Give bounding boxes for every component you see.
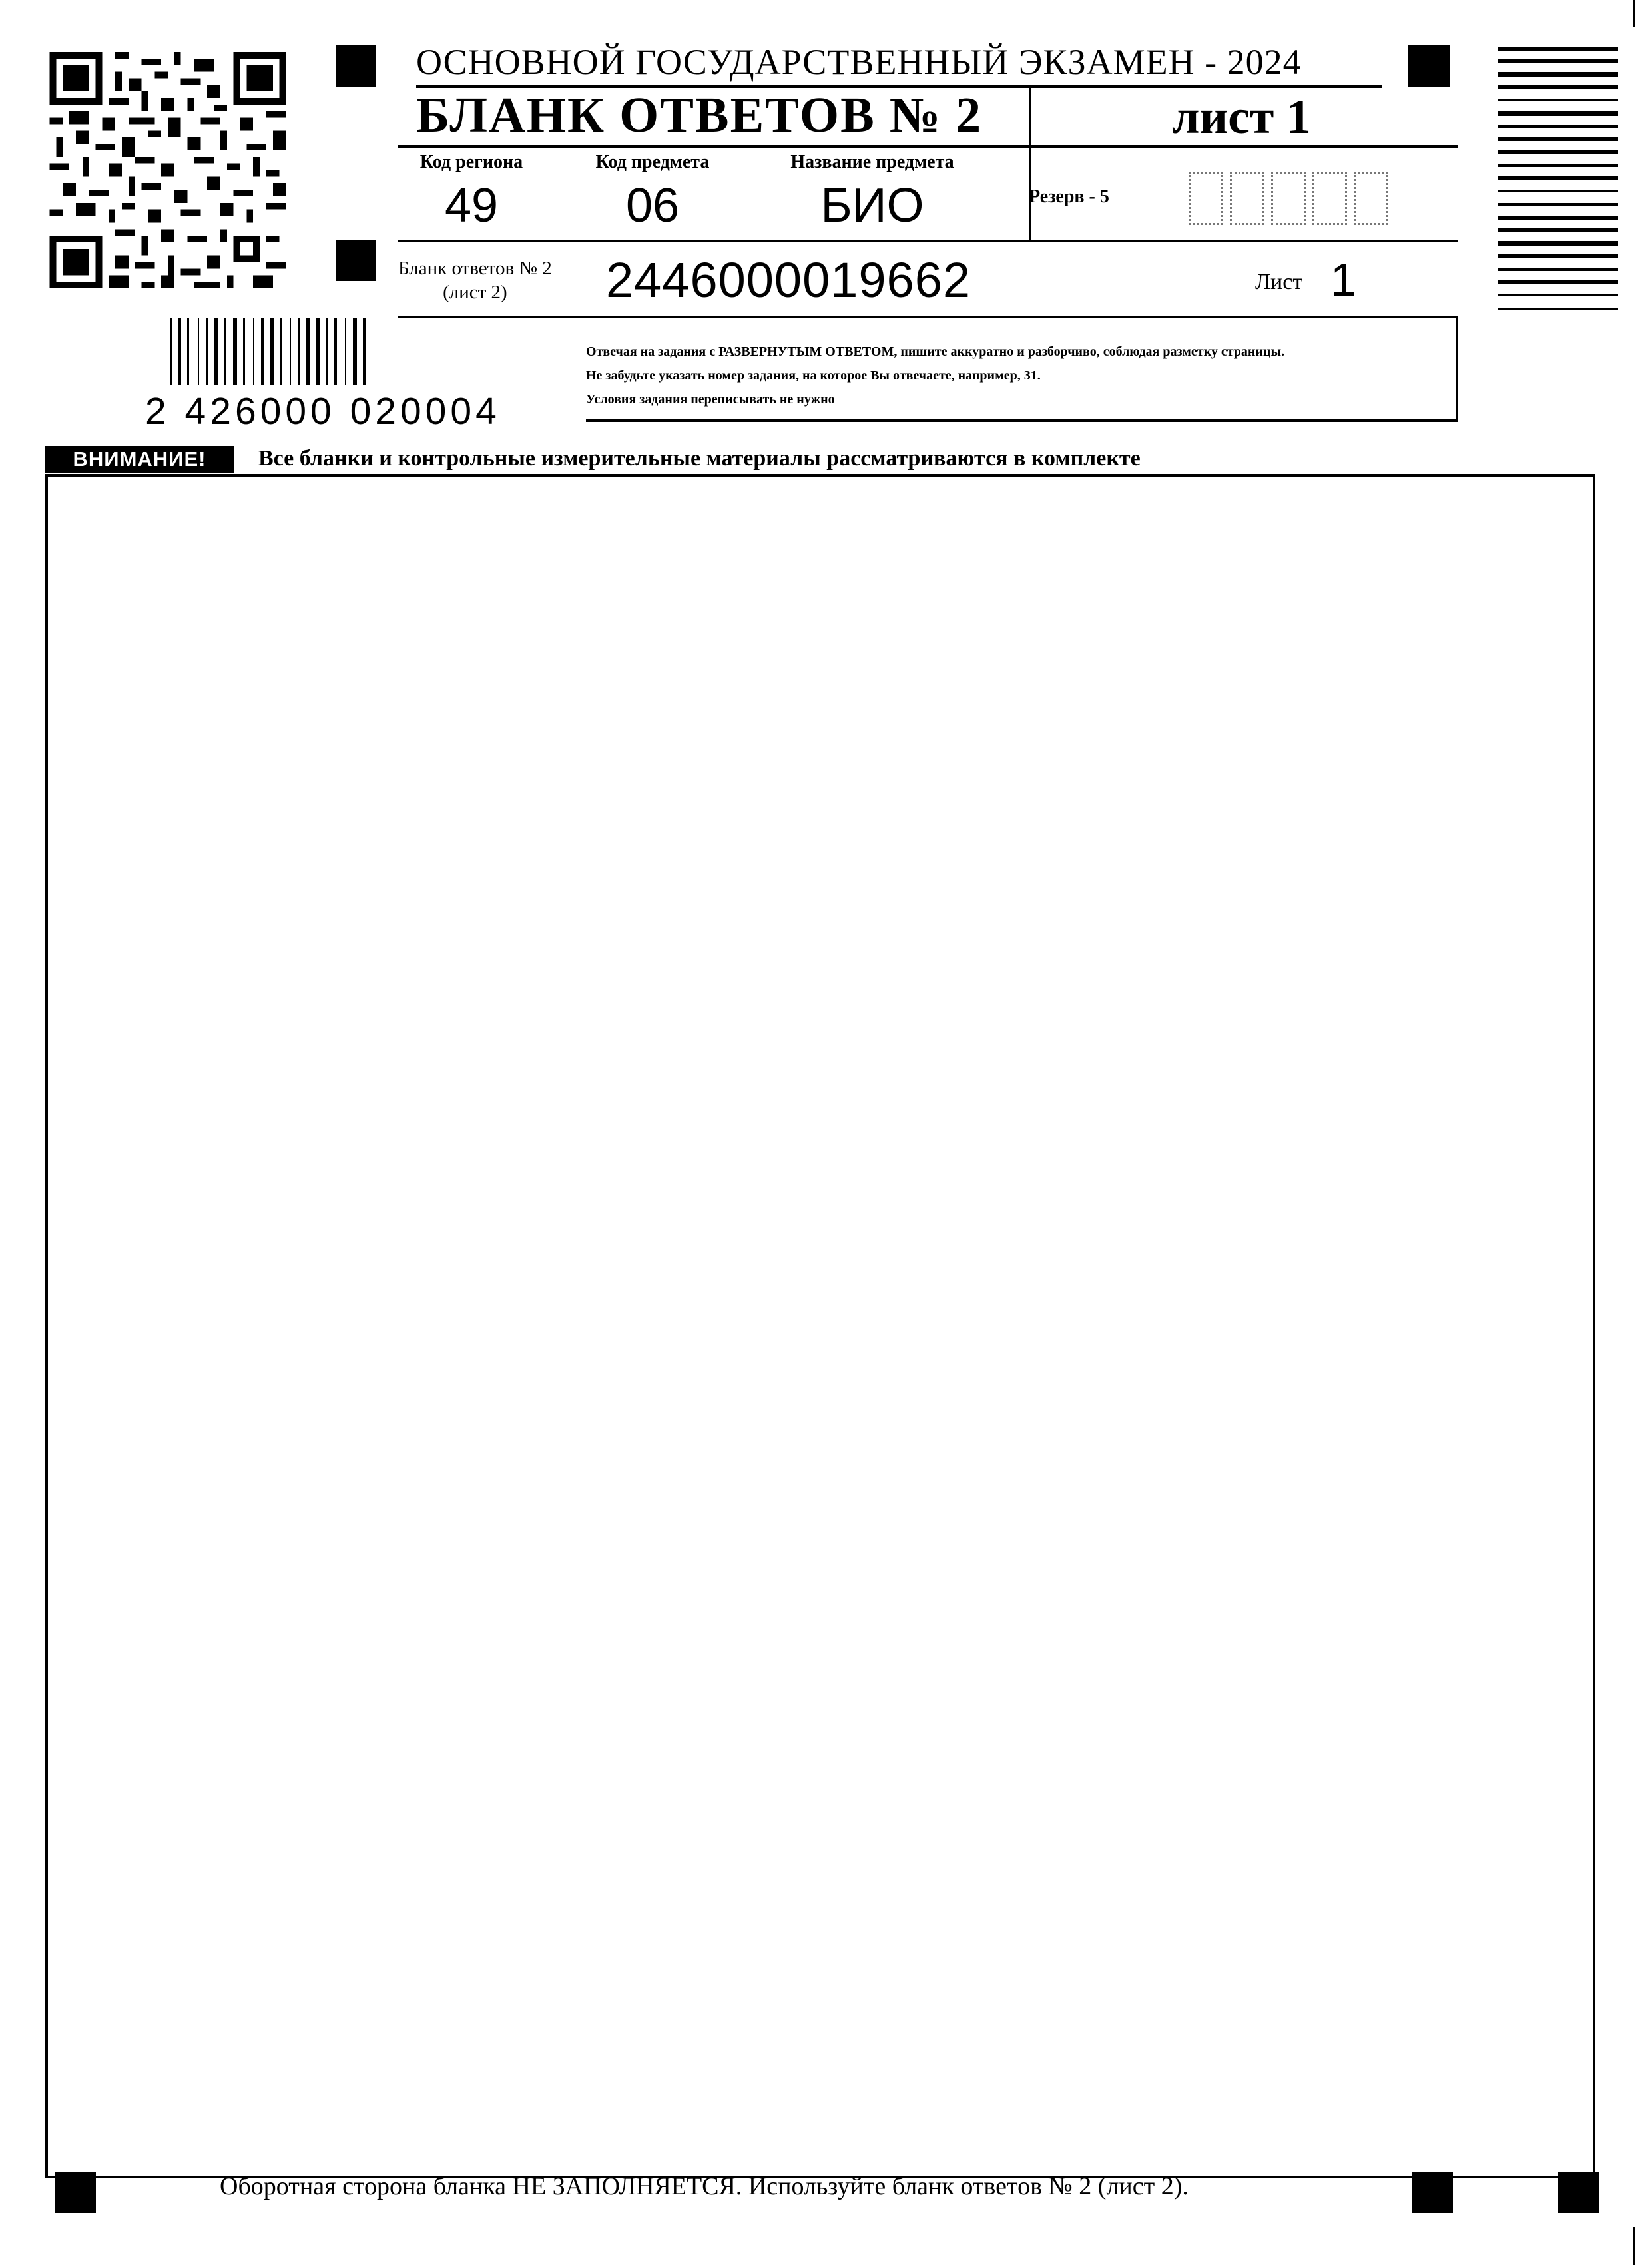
handwritten-line [88,746,1326,786]
handwritten-line [101,1176,1513,1216]
handwritten-line [88,1559,1386,1599]
timing-bar [1498,164,1618,167]
subject-code-value: 06 [625,179,680,232]
registration-marker [336,240,376,281]
barcode-digits: 2 426000 020004 [145,390,501,433]
handwritten-line [88,1635,481,1675]
attention-text: Все бланки и контрольные измерительные материалы рассматриваются в комплекте [258,446,1141,471]
timing-bar [1498,308,1618,310]
handwritten-line [88,1988,1500,2028]
barcode-bar [224,318,226,385]
timing-bar [1498,85,1618,89]
timing-barcode [1498,47,1618,426]
barcode-bar [233,318,237,385]
subject-name-label: Название предмета [790,152,954,172]
reserve-box [1230,172,1264,225]
barcode-bar [290,318,291,385]
reserve-box [1312,172,1347,225]
form-title: БЛАНК ОТВЕТОВ № 2 [416,87,983,143]
footer-text: Оборотная сторона бланка НЕ ЗАПОЛНЯЕТСЯ. Используйте бланк ответов № 2 (лист 2). [220,2172,1189,2200]
barcode-bar [326,318,328,385]
barcode-bar [353,318,357,385]
handwritten-line [88,517,1326,557]
timing-bar [1498,280,1618,284]
barcode-bar [334,318,337,385]
timing-bar [1498,203,1618,206]
timing-bar [1498,190,1618,192]
attention-badge: ВНИМАНИЕ! [45,446,234,473]
handwritten-line [88,593,1526,633]
barcode-bar [316,318,320,385]
exam-title: ОСНОВНОЙ ГОСУДАРСТВЕННЫЙ ЭКЗАМЕН - 2024 [416,42,1302,82]
region-value: 49 [444,179,499,232]
handwritten-line [108,1099,1466,1139]
handwritten-line [88,1329,1393,1369]
handwritten-line [108,1758,334,1798]
divider [1029,87,1031,240]
instructions [586,340,1284,411]
subject-code-label: Код предмета [595,152,710,172]
barcode-bar [298,318,300,385]
timing-bar [1498,228,1618,232]
timing-bar [1498,268,1618,271]
timing-bar [1498,99,1618,101]
barcode [170,318,523,385]
registration-marker [336,45,376,87]
reserve-box [1354,172,1388,225]
barcode-bar [363,318,366,385]
region-label: Код региона [419,152,523,172]
form-barcode-number: 2446000019662 [606,252,971,308]
handwritten-line [88,670,1460,710]
timing-bar [1498,47,1618,51]
handwritten-line [88,1835,1473,1875]
sheet-title: лист 1 [1172,90,1311,144]
registration-marker [1408,45,1450,87]
barcode-bar [270,318,274,385]
timing-bar [1498,125,1618,128]
divider [586,419,1458,422]
barcode-bar [253,318,254,385]
handwritten-line [88,896,1413,936]
barcode-bar [178,318,181,385]
timing-bar [1498,150,1618,154]
timing-bar [1498,254,1618,258]
divider [398,145,1458,148]
timing-bar [1498,72,1618,77]
barcode-bar [261,318,264,385]
barcode-bar [243,318,245,385]
barcode-bar [198,318,199,385]
barcode-bar [280,318,282,385]
reserve-boxes [1189,172,1388,225]
timing-bar [1498,294,1618,296]
handwritten-line [88,1482,1420,1522]
handwritten-line [88,1252,1460,1292]
barcode-bar [306,318,310,385]
sheet2-label-line2: (лист 2) [443,282,507,304]
list-label: Лист [1255,270,1303,294]
instruction-line: Отвечая на задания с РАЗВЕРНУТЫМ ОТВЕТОМ, пишите аккуратно и разборчиво, соблюдая разметку страницы. [586,344,1285,359]
barcode-bar [187,318,189,385]
handwritten-line [88,2128,434,2168]
divider [1456,316,1458,422]
instruction-line: Не забудьте указать номер задания, на которое Вы отвечаете, например, 31. [586,368,1041,383]
handwritten-line [88,2065,1460,2105]
sheet2-label-line1: Бланк ответов № 2 [398,258,552,279]
timing-bar [1498,176,1618,180]
timing-bar [1498,59,1618,63]
timing-bar [1498,241,1618,246]
handwritten-line [88,1911,1300,1951]
reserve-box [1271,172,1306,225]
edge-tick [1633,0,1635,27]
barcode-bar [170,318,172,385]
barcode-bar [206,318,208,385]
subject-name-value: БИО [820,179,924,232]
timing-bar [1498,111,1618,116]
list-value: 1 [1330,254,1356,306]
sheet2-label [398,256,552,305]
barcode-bar [214,318,218,385]
handwritten-line [88,823,1273,863]
barcode-bar [345,318,346,385]
answer-area[interactable] [45,474,1595,2178]
qr-code [48,52,288,288]
reserve-box [1189,172,1223,225]
timing-bar [1498,216,1618,220]
timing-bar [1498,137,1618,141]
handwritten-line [108,1019,328,1059]
instruction-line: Условия задания переписывать не нужно [586,392,835,407]
edge-tick [1633,2227,1635,2265]
reserve-label: Резерв - 5 [1029,186,1109,207]
handwritten-line [88,1405,1553,1445]
divider [398,316,1458,318]
divider [398,240,1458,242]
